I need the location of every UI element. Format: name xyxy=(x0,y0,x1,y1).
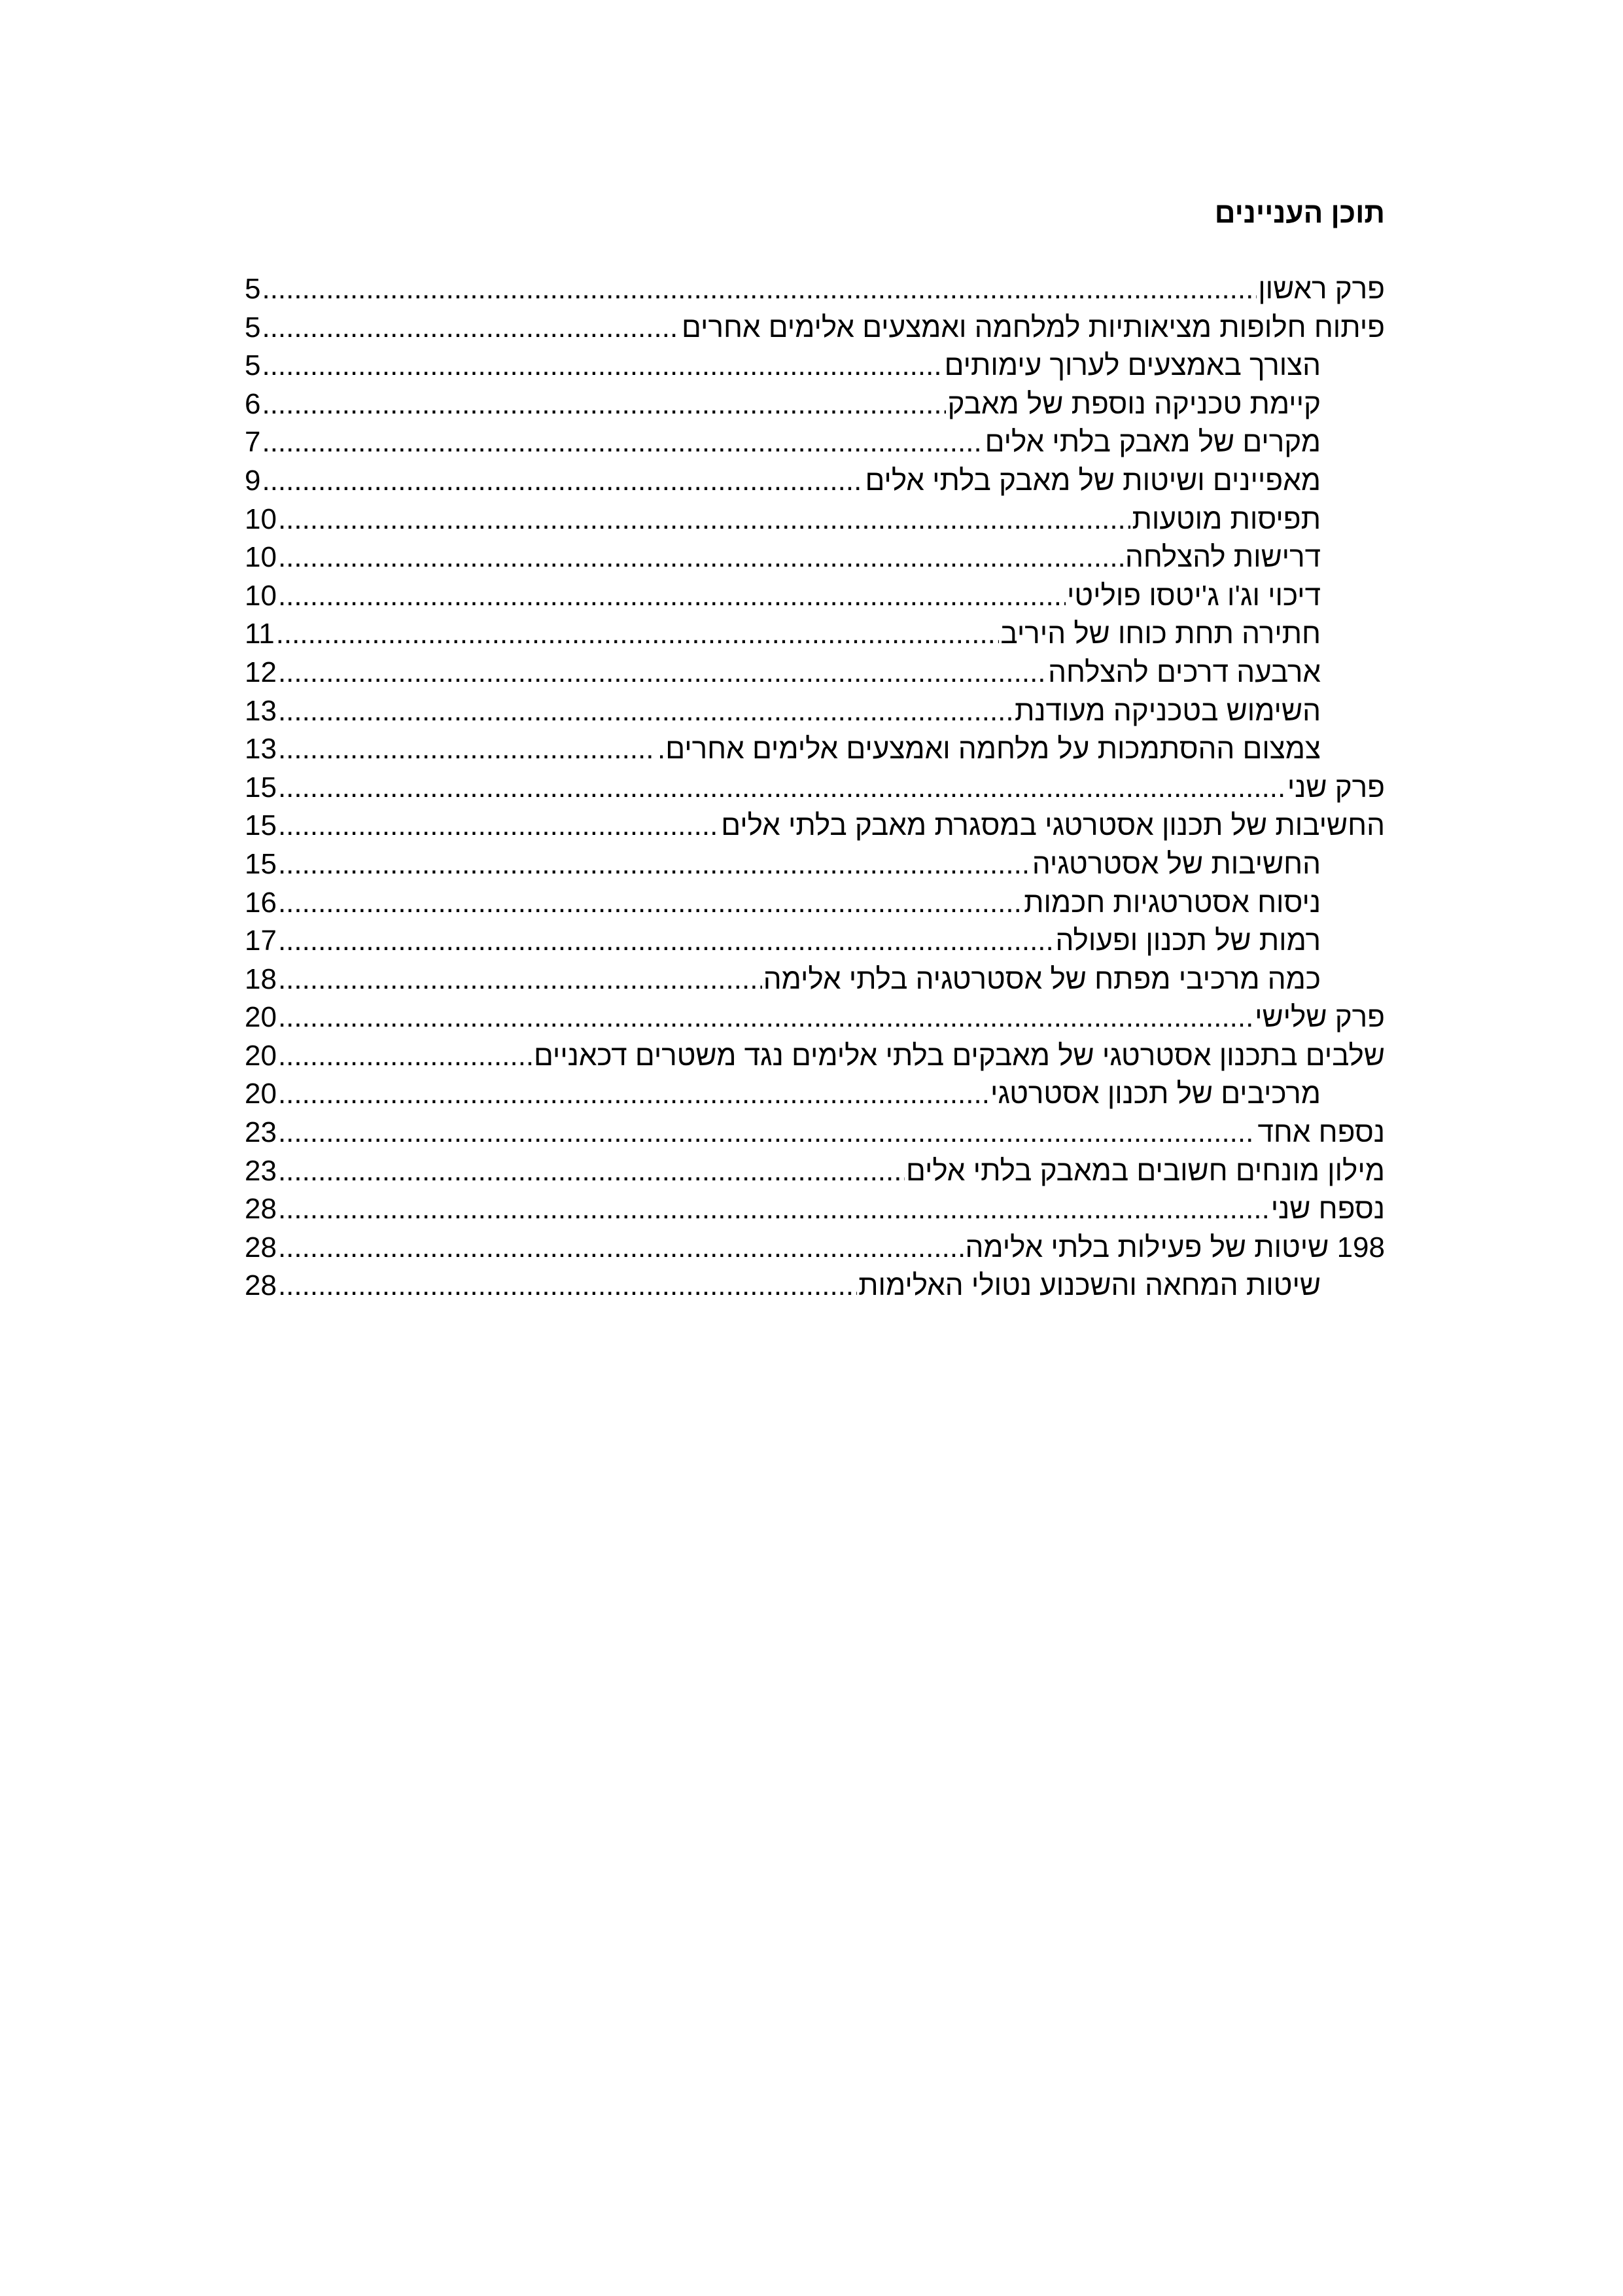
toc-page-number: 13 xyxy=(245,694,277,727)
toc-page-number: 23 xyxy=(245,1154,277,1187)
toc-entry-text: מאפיינים ושיטות של מאבק בלתי אלים xyxy=(865,464,1321,497)
toc-page-number: 17 xyxy=(245,925,277,957)
toc-entry-text: קיימת טכניקה נוספת של מאבק xyxy=(947,387,1321,420)
toc-page-number: 28 xyxy=(245,1269,277,1302)
toc-entry[interactable] xyxy=(245,998,1385,1037)
toc-dot-leader xyxy=(278,961,762,998)
toc-entry[interactable] xyxy=(245,615,1385,654)
toc-page-number: 20 xyxy=(245,1001,277,1034)
toc-entry-text: נספח שני xyxy=(1270,1193,1385,1226)
toc-entry-text: 198 שיטות של פעילות בלתי אלימה xyxy=(965,1231,1385,1263)
toc-entry-text: פרק שני xyxy=(1287,771,1385,804)
toc-entry[interactable] xyxy=(245,270,1385,309)
toc-dot-leader xyxy=(278,1229,964,1267)
toc-dot-leader xyxy=(262,462,864,500)
toc-entry[interactable] xyxy=(245,539,1385,577)
toc-dot-leader xyxy=(278,1037,532,1075)
toc-entry-text: פרק ראשון xyxy=(1258,273,1385,305)
toc-dot-leader xyxy=(278,1075,989,1113)
toc-dot-leader xyxy=(262,309,680,347)
toc-entry[interactable] xyxy=(245,423,1385,462)
toc-entry[interactable] xyxy=(245,961,1385,999)
toc-entry-text: החשיבות של אסטרטגיה xyxy=(1032,847,1321,880)
toc-page-number: 23 xyxy=(245,1116,277,1149)
toc-entry[interactable] xyxy=(245,347,1385,385)
toc-page-number: 10 xyxy=(245,579,277,612)
toc-page-number: 15 xyxy=(245,771,277,804)
toc-entry-text: ארבעה דרכים להצלחה xyxy=(1048,656,1321,688)
toc-entry[interactable] xyxy=(245,1267,1385,1305)
toc-entry-text: נספח אחד xyxy=(1257,1116,1385,1149)
toc-page-number: 10 xyxy=(245,503,277,535)
toc-entry[interactable] xyxy=(245,1114,1385,1152)
toc-entry-text: דיכוי וג'ו ג'יטסו פוליטי xyxy=(1066,579,1321,612)
toc-entry-text: מרכיבים של תכנון אסטרטגי xyxy=(990,1078,1321,1110)
toc-page-number: 5 xyxy=(245,311,261,344)
toc-dot-leader xyxy=(278,730,656,768)
toc-entry[interactable] xyxy=(245,1229,1385,1267)
toc-entry-text: שיטות המחאה והשכנוע נטולי האלימות xyxy=(858,1269,1321,1302)
toc-dot-leader xyxy=(278,654,1047,692)
toc-dot-leader xyxy=(278,884,1022,922)
toc-entry[interactable] xyxy=(245,692,1385,731)
toc-dot-leader xyxy=(262,385,946,423)
toc-entry[interactable] xyxy=(245,807,1385,845)
toc-entry-text: צמצום ההסתמכות על מלחמה ואמצעים אלימים אחרים. xyxy=(657,733,1321,766)
toc-page-number: 7 xyxy=(245,426,261,459)
toc-entry-text: חתירה תחת כוחו של היריב xyxy=(1000,618,1321,650)
toc-dot-leader xyxy=(262,347,943,385)
toc-entry[interactable] xyxy=(245,1152,1385,1191)
toc-entry[interactable] xyxy=(245,922,1385,961)
toc-page-number: 12 xyxy=(245,656,277,688)
toc-entry[interactable] xyxy=(245,884,1385,923)
toc-entry[interactable] xyxy=(245,501,1385,539)
toc-entry-text: שלבים בתכנון אסטרטגי של מאבקים בלתי אלימים נגד משטרים דכאניים xyxy=(533,1039,1385,1072)
toc-entry[interactable] xyxy=(245,1075,1385,1114)
toc-page-number: 20 xyxy=(245,1039,277,1072)
toc-entry-text: פיתוח חלופות מציאותיות למלחמה ואמצעים אלימים אחרים xyxy=(682,311,1385,344)
toc-page-number: 9 xyxy=(245,464,261,497)
toc-page-number: 10 xyxy=(245,541,277,574)
toc-entry[interactable] xyxy=(245,1190,1385,1229)
toc-entry[interactable] xyxy=(245,845,1385,884)
toc-entry[interactable] xyxy=(245,769,1385,807)
toc-entry-text: מקרים של מאבק בלתי אלים xyxy=(985,426,1321,459)
toc-entry-text: דרישות להצלחה xyxy=(1125,541,1321,574)
toc-entry-text: מילון מונחים חשובים במאבק בלתי אלים xyxy=(905,1154,1385,1187)
toc-entry-text: החשיבות של תכנון אסטרטגי במסגרת מאבק בלתי אלים xyxy=(721,809,1385,842)
toc-dot-leader xyxy=(278,922,1055,960)
toc-entry[interactable] xyxy=(245,462,1385,501)
toc-page-number: 28 xyxy=(245,1193,277,1226)
toc-entry-text: פרק שלישי xyxy=(1255,1001,1385,1034)
toc-entry-text: השימוש בטכניקה מעודנת xyxy=(1014,694,1321,727)
toc-dot-leader xyxy=(278,1190,1270,1228)
toc-dot-leader xyxy=(278,577,1066,615)
toc-entry[interactable] xyxy=(245,1037,1385,1076)
toc-entry[interactable] xyxy=(245,577,1385,616)
toc-entry[interactable] xyxy=(245,309,1385,347)
toc-entry[interactable] xyxy=(245,654,1385,692)
toc-dot-leader xyxy=(278,1267,857,1305)
toc-page-number: 20 xyxy=(245,1078,277,1110)
toc-list xyxy=(245,270,1385,1305)
toc-entry-text: ניסוח אסטרטגיות חכמות xyxy=(1024,886,1321,919)
toc-entry-text: הצורך באמצעים לערוך עימותים xyxy=(944,349,1321,382)
toc-dot-leader xyxy=(278,845,1031,883)
toc-dot-leader xyxy=(276,615,1000,653)
toc-page-number: 13 xyxy=(245,733,277,766)
toc-page-number: 11 xyxy=(245,618,275,650)
toc-dot-leader xyxy=(278,539,1124,576)
toc-page-number: 15 xyxy=(245,809,277,842)
toc-dot-leader xyxy=(262,423,983,461)
toc-dot-leader xyxy=(278,769,1286,807)
toc-dot-leader xyxy=(278,807,720,845)
toc-page-number: 16 xyxy=(245,886,277,919)
toc-entry-text: רמות של תכנון ופעולה xyxy=(1055,925,1321,957)
toc-entry-text: תפיסות מוטעות xyxy=(1132,503,1321,535)
toc-dot-leader xyxy=(278,692,1013,730)
toc-page-number: 15 xyxy=(245,847,277,880)
toc-page-number: 28 xyxy=(245,1231,277,1263)
toc-page-number: 5 xyxy=(245,273,261,305)
toc-dot-leader xyxy=(278,501,1131,539)
toc-dot-leader xyxy=(278,998,1253,1036)
toc-entry[interactable] xyxy=(245,730,1385,769)
toc-dot-leader xyxy=(278,1152,905,1190)
toc-entry-text: כמה מרכיבי מפתח של אסטרטגיה בלתי אלימה xyxy=(763,963,1321,995)
toc-dot-leader xyxy=(278,1114,1257,1152)
toc-dot-leader xyxy=(262,270,1257,308)
toc-page-number: 18 xyxy=(245,963,277,995)
toc-page-number: 6 xyxy=(245,387,261,420)
toc-page-number: 5 xyxy=(245,349,261,382)
toc-title: תוכן העניינים xyxy=(1214,197,1385,229)
toc-entry[interactable] xyxy=(245,385,1385,424)
